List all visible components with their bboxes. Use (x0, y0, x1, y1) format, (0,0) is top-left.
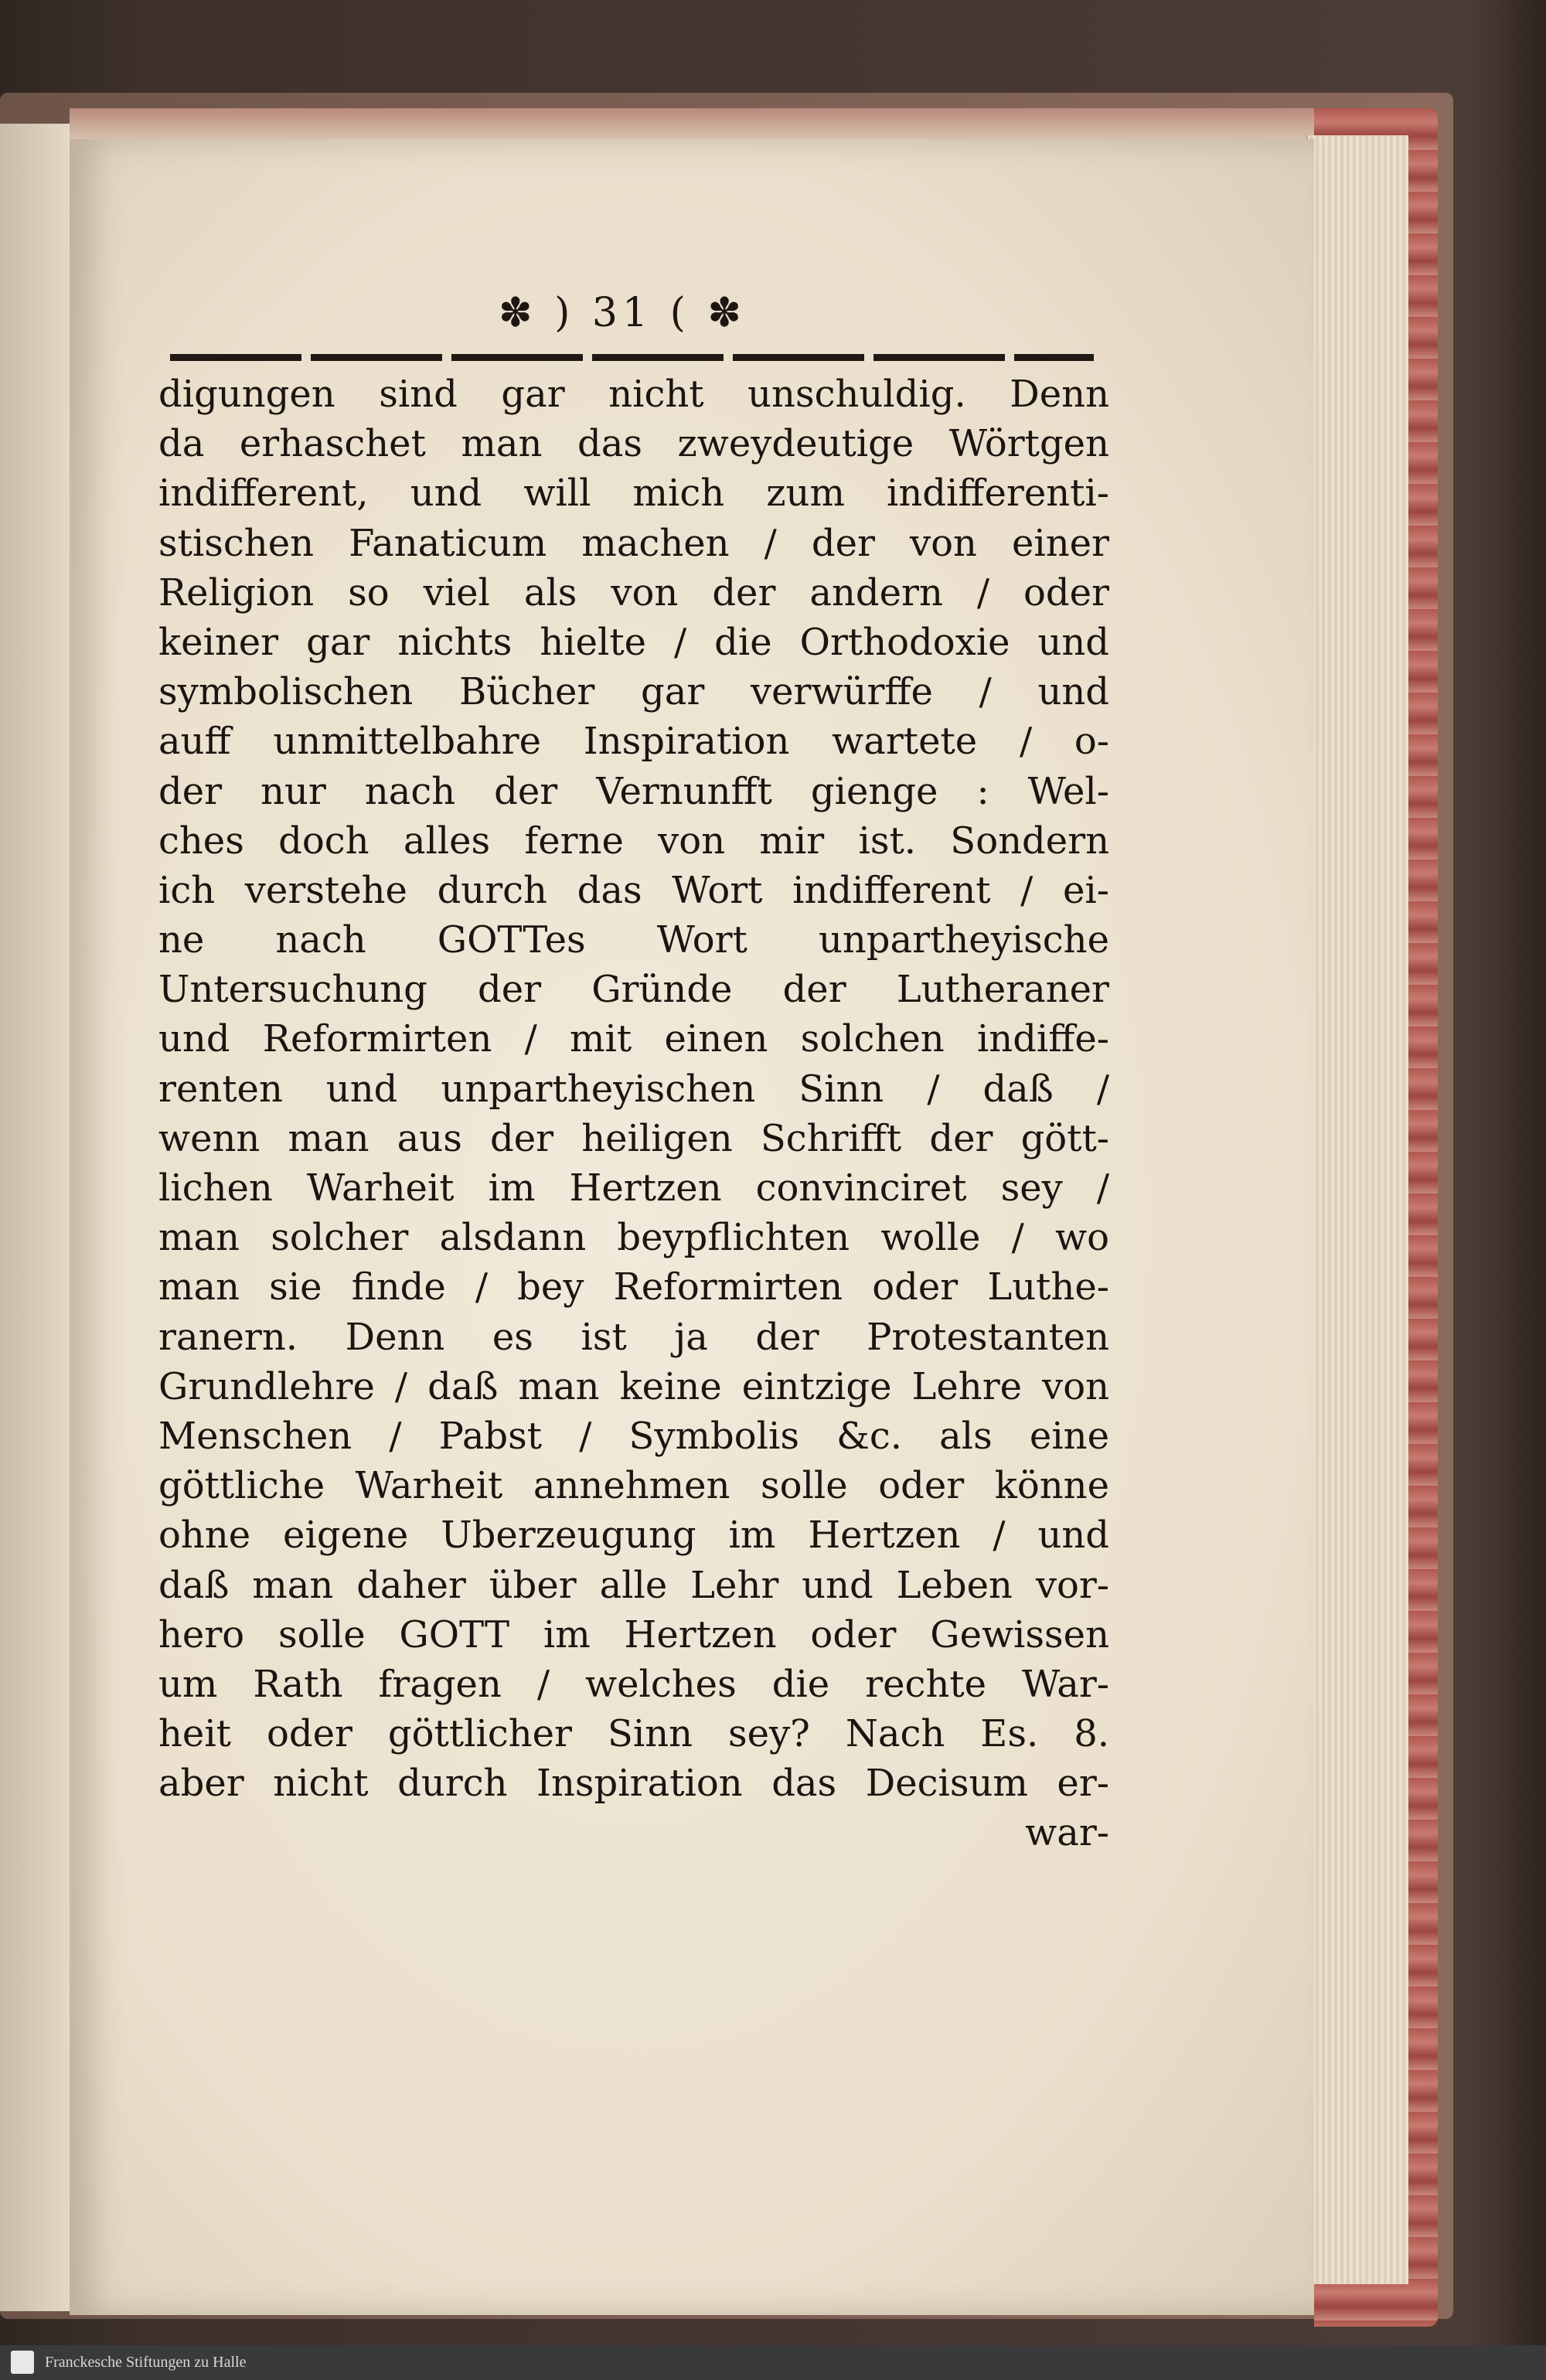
text-line: stischen Fanaticum machen / der von einer (158, 521, 1109, 565)
text-line: indifferent, und will mich zum indifferenti- (158, 472, 1109, 516)
running-header (139, 274, 1105, 352)
header-rule (170, 354, 1094, 361)
text-line: göttliche Warheit annehmen solle oder könne (158, 1464, 1109, 1508)
text-line: der nur nach der Vernunfft gienge : Wel- (158, 769, 1109, 813)
text-line: aber nicht durch Inspiration das Decisum er- (158, 1762, 1109, 1806)
text-line: keiner gar nichts hielte / die Orthodoxie und (158, 620, 1109, 664)
institution-credit: Franckesche Stiftungen zu Halle (45, 2354, 247, 2371)
text-line: da erhaschet man das zweydeutige Wörtgen (158, 422, 1109, 466)
text-line: ches doch alles ferne von mir ist. Sondern (158, 819, 1109, 863)
text-line: Untersuchung der Gründe der Lutheraner (158, 968, 1109, 1012)
text-line: lichen Warheit im Hertzen convinciret sey / (158, 1166, 1109, 1210)
page-number: ✽ ) 31 ( ✽ (499, 290, 746, 336)
text-line: ohne eigene Uberzeugung im Hertzen / und (158, 1513, 1109, 1558)
text-line: Religion so viel als von der andern / oder (158, 570, 1109, 615)
page-stack-edge (1306, 135, 1408, 2284)
text-line: man solcher alsdann beypflichten wolle / wo (158, 1216, 1109, 1260)
text-line: und Reformirten / mit einen solchen indiffe- (158, 1017, 1109, 1061)
text-line: Grundlehre / daß man keine eintzige Lehre von (158, 1364, 1109, 1408)
text-line: ne nach GOTTes Wort unpartheyische (158, 918, 1109, 962)
text-line: um Rath fragen / welches die rechte War- (158, 1662, 1109, 1706)
catchword: war- (1025, 1811, 1109, 1855)
left-page-edge (0, 124, 72, 2311)
institution-logo-icon (11, 2351, 34, 2374)
text-line: symbolischen Bücher gar verwürffe / und (158, 670, 1109, 714)
text-line: daß man daher über alle Lehr und Leben vor- (158, 1563, 1109, 1607)
body-text (158, 369, 1109, 1858)
top-page-edge (70, 108, 1384, 143)
text-line: digungen sind gar nicht unschuldig. Denn (158, 373, 1109, 416)
footer-bar (0, 2345, 1546, 2380)
text-line: man sie finde / bey Reformirten oder Luthe- (158, 1265, 1109, 1309)
text-line: Menschen / Pabst / Symbolis &c. als eine (158, 1414, 1109, 1458)
text-line: auff unmittelbahre Inspiration wartete / o- (158, 720, 1109, 764)
text-line: ranern. Denn es ist ja der Protestanten (158, 1315, 1109, 1359)
text-line: ich verstehe durch das Wort indifferent / ei- (158, 868, 1109, 912)
text-line: wenn man aus der heiligen Schrifft der gött- (158, 1116, 1109, 1160)
text-line: renten und unpartheyischen Sinn / daß / (158, 1067, 1109, 1111)
text-line: heit oder göttlicher Sinn sey? Nach Es. 8. (158, 1712, 1109, 1756)
text-line: hero solle GOTT im Hertzen oder Gewissen (158, 1612, 1109, 1656)
